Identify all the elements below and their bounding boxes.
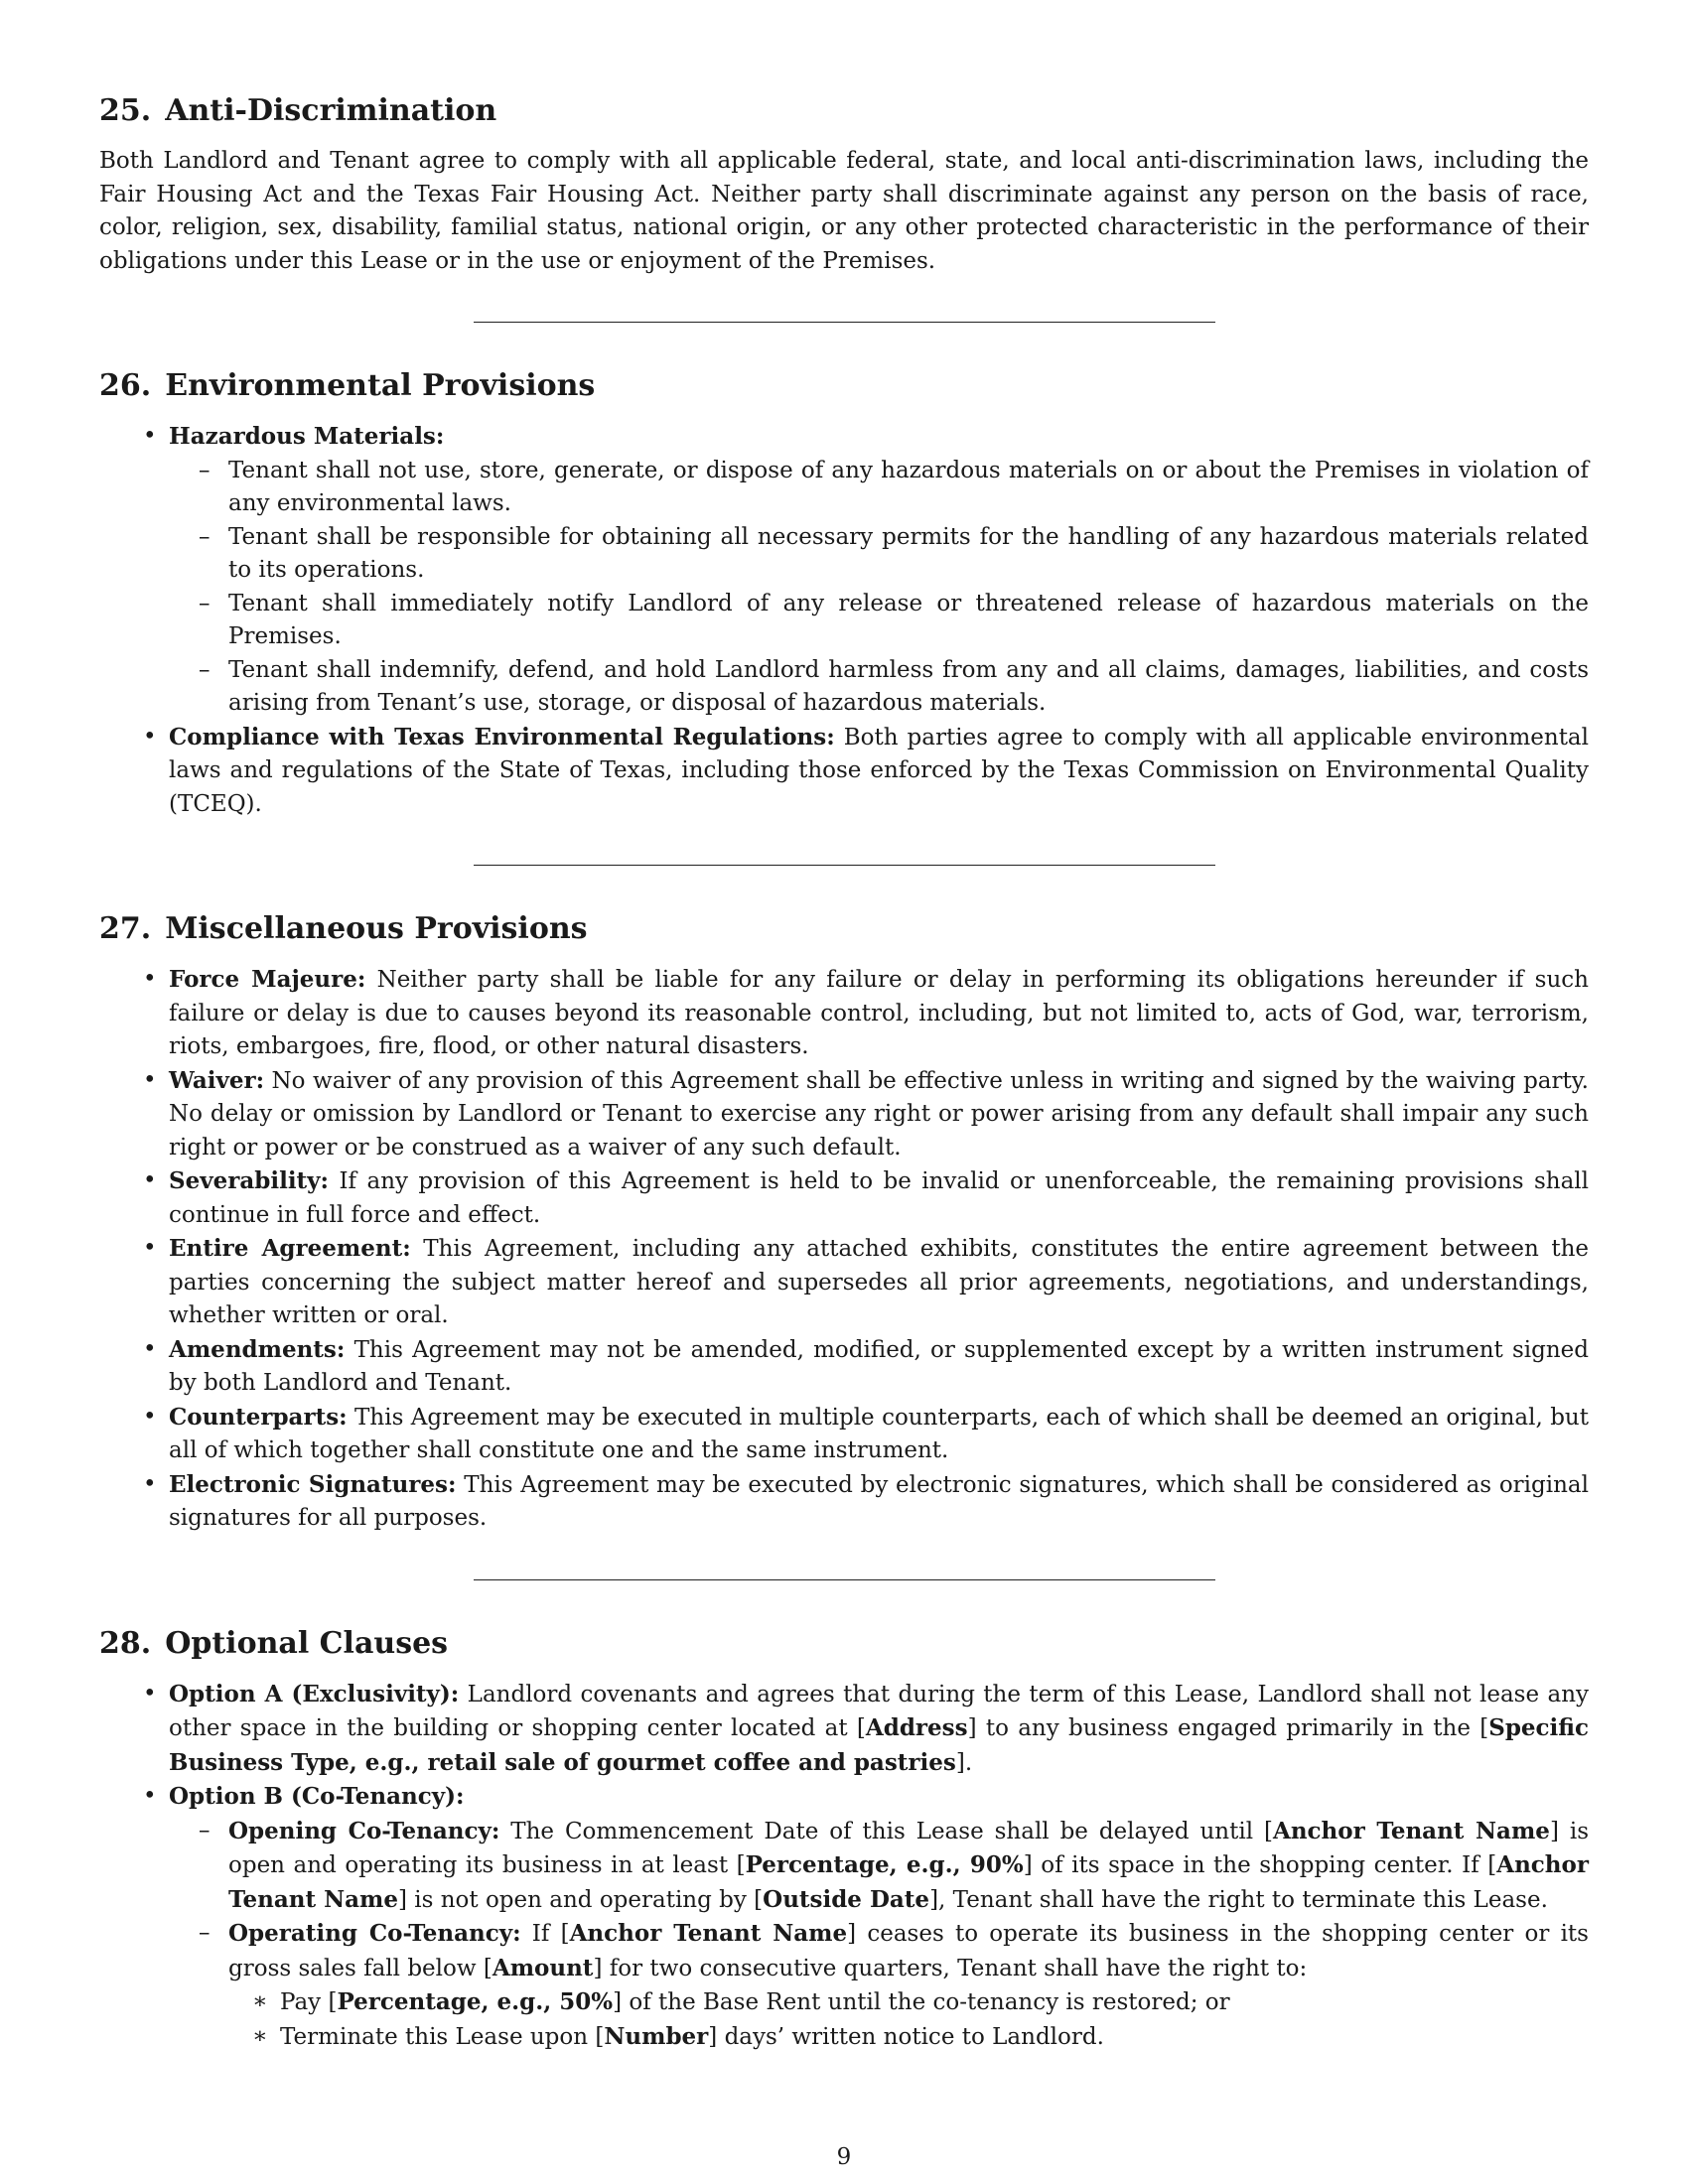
- placeholder-field: Anchor Tenant Name: [228, 1851, 1589, 1913]
- section-26: [99, 366, 1589, 821]
- item-text: ] is not open and operating by [: [397, 1886, 764, 1913]
- item-label: Opening Co-Tenancy:: [228, 1817, 500, 1844]
- item-label: Force Majeure:: [169, 966, 366, 993]
- item-text: Both parties agree to comply with all applicable environmental laws and regulations of the State of Texas, including those enforced by the Texas Commission on Environmental Quality (TCEQ).: [169, 724, 1590, 817]
- list-item: [169, 1401, 1589, 1468]
- item-text: No waiver of any provision of this Agreement shall be effective unless in writing and signed by the waiving party. No delay or omission by Landlord or Tenant to exercise any right or power arising from any default shall impair any such right or power or be construed as a waiver of any such default.: [169, 1067, 1589, 1160]
- bullet-list: [99, 963, 1589, 1536]
- item-label: Electronic Signatures:: [169, 1470, 457, 1498]
- item-text: ] is open and operating its business in at least [: [228, 1818, 1589, 1878]
- item-label: Hazardous Materials:: [169, 423, 445, 450]
- placeholder-field: Address: [865, 1714, 968, 1741]
- section-divider: [474, 865, 1215, 866]
- placeholder-field: Amount: [492, 1954, 594, 1981]
- item-text: This Agreement may be executed in multiple counterparts, each of which shall be deemed an original, but all of which together shall constitute one and the same instrument.: [169, 1404, 1589, 1463]
- list-item: [169, 1468, 1589, 1536]
- section-28: [99, 1624, 1589, 2055]
- section-number: 28.: [99, 1625, 152, 1661]
- item-label: Compliance with Texas Environmental Regulations:: [169, 723, 835, 751]
- item-label: Waiver:: [169, 1066, 265, 1094]
- sub-list-item: – Tenant shall indemnify, defend, and hold Landlord harmless from any and all claims, damages, liabilities, and costs arising from Tenant’s use, storage, or disposal of hazardous materials.: [228, 654, 1589, 721]
- placeholder-field: Percentage, e.g., 50%: [337, 1988, 614, 2015]
- list-item: [169, 721, 1589, 822]
- placeholder-field: Percentage, e.g., 90%: [745, 1851, 1024, 1878]
- bullet-list: [99, 420, 1589, 821]
- sub-list-item: [228, 1815, 1589, 1918]
- section-heading: [99, 1624, 1589, 1664]
- item-text: Pay [: [280, 1989, 338, 2015]
- item-label: Entire Agreement:: [169, 1235, 411, 1262]
- list-item: [169, 963, 1589, 1064]
- item-text: ] ceases to operate its business in the shopping center or its gross sales fall below [: [228, 1921, 1589, 1981]
- page-number: 9: [836, 2144, 852, 2170]
- sub-list-item: [228, 1917, 1589, 2054]
- section-number: 27.: [99, 911, 152, 946]
- document-page: [99, 91, 1589, 2054]
- sub-list: [169, 455, 1589, 721]
- item-text: This Agreement may not be amended, modified, or supplemented except by a written instrument signed by both Landlord and Tenant.: [169, 1336, 1589, 1396]
- item-text: This Agreement may be executed by electronic signatures, which shall be considered as original signatures for all purposes.: [169, 1471, 1589, 1531]
- item-label: Option A (Exclusivity):: [169, 1680, 460, 1707]
- sub-list-item: – Tenant shall not use, store, generate, or dispose of any hazardous materials on or about the Premises in violation of any environmental laws.: [228, 455, 1589, 521]
- item-label: Option B (Co-Tenancy):: [169, 1783, 465, 1810]
- section-25: [99, 91, 1589, 278]
- sub-list-item: – Tenant shall immediately notify Landlord of any release or threatened release of hazardous materials on the Premises.: [228, 588, 1589, 654]
- sub-list-item: – Tenant shall be responsible for obtaining all necessary permits for the handling of any hazardous materials related to its operations.: [228, 521, 1589, 588]
- section-title: Environmental Provisions: [165, 368, 596, 403]
- item-label: Amendments:: [169, 1335, 346, 1363]
- item-text: If [: [520, 1921, 570, 1947]
- section-divider: [474, 1579, 1215, 1580]
- bullet-list: [99, 1678, 1589, 2055]
- item-label: Severability:: [169, 1167, 330, 1194]
- sub-list: [169, 1815, 1589, 2055]
- list-item: [169, 1678, 1589, 1781]
- section-heading: [99, 366, 1589, 406]
- list-item: [169, 1164, 1589, 1232]
- list-item: [169, 1333, 1589, 1401]
- item-text: ] of the Base Rent until the co-tenancy is restored; or: [613, 1989, 1230, 2015]
- item-text: ] to any business engaged primarily in the [: [967, 1715, 1489, 1741]
- list-item: [169, 1064, 1589, 1165]
- item-text: ] days’ written notice to Landlord.: [708, 2023, 1104, 2050]
- list-item: [169, 1780, 1589, 2054]
- sub-sub-list-item: [280, 1985, 1589, 2020]
- list-item: [169, 420, 1589, 721]
- list-item: [169, 1232, 1589, 1333]
- section-title: Miscellaneous Provisions: [165, 911, 588, 946]
- section-27: [99, 909, 1589, 1536]
- section-heading: [99, 91, 1589, 131]
- section-number: 25.: [99, 93, 152, 128]
- item-text: Landlord covenants and agrees that during the term of this Lease, Landlord shall not lease any other space in the building or shopping center located at [: [169, 1681, 1590, 1741]
- item-text: Neither party shall be liable for any failure or delay in performing its obligations hereunder if such failure or delay is due to causes beyond its reasonable control, including, but not limited to, acts of God, war, terrorism, riots, embargoes, fire, flood, or other natural disasters.: [169, 967, 1589, 1059]
- placeholder-field: Outside Date: [763, 1885, 930, 1913]
- placeholder-field: Number: [604, 2022, 709, 2050]
- section-divider: [474, 322, 1215, 323]
- item-label: Counterparts:: [169, 1403, 348, 1431]
- section-title: Anti-Discrimination: [165, 93, 497, 128]
- section-number: 26.: [99, 368, 152, 403]
- item-text: This Agreement, including any attached exhibits, constitutes the entire agreement between the parties concerning the subject matter hereof and supersedes all prior agreements, negotiations, and understandings, whether written or oral.: [169, 1236, 1589, 1328]
- placeholder-field: Specific Business Type, e.g., retail sale of gourmet coffee and pastries: [169, 1714, 1589, 1776]
- placeholder-field: Anchor Tenant Name: [1272, 1817, 1550, 1844]
- item-text: ] of its space in the shopping center. If [: [1023, 1852, 1497, 1878]
- section-heading: [99, 909, 1589, 949]
- item-label: Operating Co-Tenancy:: [228, 1920, 521, 1947]
- item-text: If any provision of this Agreement is held to be invalid or unenforceable, the remaining provisions shall continue in full force and effect.: [169, 1168, 1589, 1228]
- section-body: Both Landlord and Tenant agree to comply with all applicable federal, state, and local anti-discrimination laws, including the Fair Housing Act and the Texas Fair Housing Act. Neither party shall discriminate against any person on the basis of race, color, religion, sex, disability, familial status, national origin, or any other protected characteristic in the performance of their obligations under this Lease or in the use or enjoyment of the Premises.: [99, 148, 1589, 274]
- item-text: The Commencement Date of this Lease shall be delayed until [: [499, 1818, 1273, 1844]
- item-text: ].: [955, 1749, 973, 1776]
- placeholder-field: Anchor Tenant Name: [569, 1920, 848, 1947]
- item-text: Terminate this Lease upon [: [280, 2023, 605, 2050]
- item-text: ], Tenant shall have the right to terminate this Lease.: [929, 1886, 1548, 1913]
- sub-sub-list-item: [280, 2020, 1589, 2055]
- section-title: Optional Clauses: [165, 1625, 449, 1661]
- item-text: ] for two consecutive quarters, Tenant shall have the right to:: [593, 1955, 1308, 1981]
- sub-sub-list: [228, 1985, 1589, 2054]
